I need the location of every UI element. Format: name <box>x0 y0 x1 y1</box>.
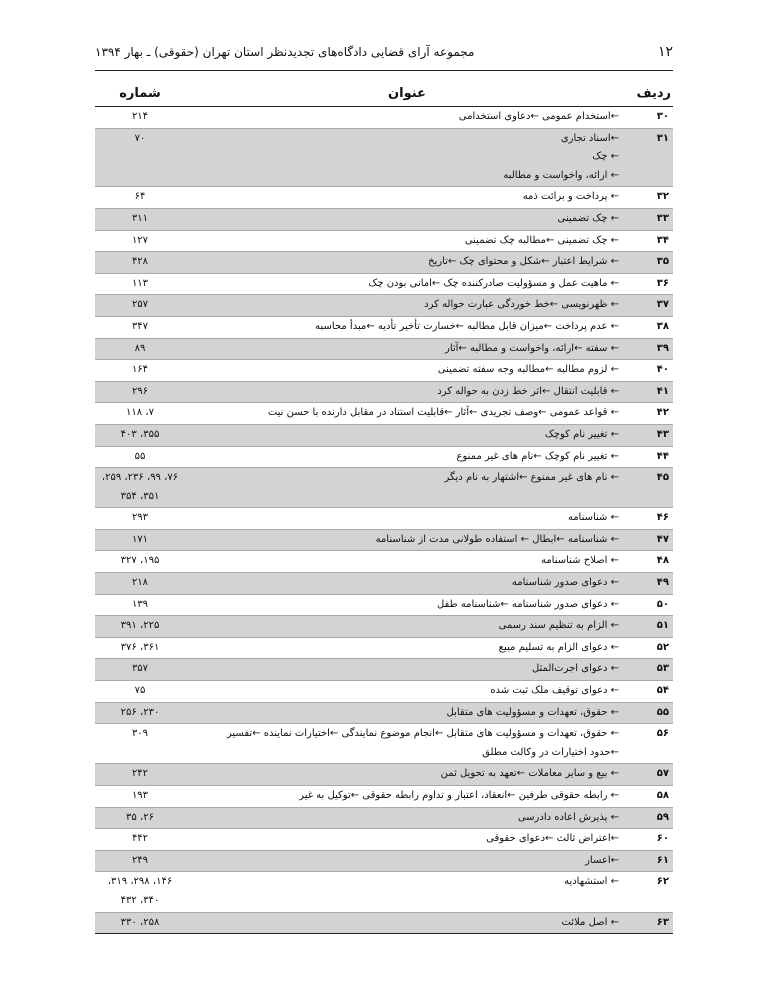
title-line: ←اسناد تجاری <box>560 132 619 144</box>
row-page-numbers <box>95 128 185 187</box>
row-title <box>185 912 629 934</box>
page-number-line: ۱۴۶، ۲۹۸، ۳۱۹، <box>107 876 173 888</box>
row-page-numbers <box>95 616 185 638</box>
page-number-line: ۳۴۰، ۴۳۲ <box>120 894 160 906</box>
row-page-numbers <box>95 338 185 360</box>
page-number-line: ۳۴۷ <box>131 320 149 332</box>
row-number: ۳۹ <box>629 338 673 360</box>
row-number: ۴۳ <box>629 424 673 446</box>
table-row <box>95 187 673 209</box>
page-number: ۱۲ <box>657 44 673 60</box>
title-line: ← تغییر نام کوچک <box>544 428 619 440</box>
row-page-numbers <box>95 273 185 295</box>
title-line: ← شناسنامه <box>567 512 619 524</box>
title-line: ← سفته ←ارائه، واخواست و مطالبه ←آثار <box>444 342 619 354</box>
row-number: ۳۸ <box>629 316 673 338</box>
page-number-line: ۲۳۰، ۲۵۶ <box>120 706 160 718</box>
title-line: ←استخدام عمومی ←دعاوی استخدامی <box>458 111 619 122</box>
table-row <box>95 659 673 681</box>
row-page-numbers <box>95 208 185 230</box>
page-number-line: ۲۱۴ <box>131 111 149 122</box>
title-line: ← اصلاح شناسنامه <box>540 555 619 567</box>
table-row <box>95 829 673 851</box>
title-line: ← دعوای صدور شناسنامه ←شناسنامه طفل <box>436 598 619 610</box>
table-row <box>95 446 673 468</box>
page-number-line: ۲۱۸ <box>131 577 149 589</box>
row-number: ۴۰ <box>629 360 673 382</box>
row-page-numbers <box>95 529 185 551</box>
page-number-line: ۵۵ <box>134 450 146 462</box>
table-row <box>95 807 673 829</box>
title-line: ← پرداخت و برائت ذمه <box>522 191 619 203</box>
row-title <box>185 508 629 530</box>
title-line: ← ظهرنویسی ←خط خوردگی عبارت حواله کرد <box>424 299 619 311</box>
title-line: ← چک تضمینی ←مطالبه چک تضمینی <box>464 234 619 246</box>
row-number: ۴۹ <box>629 573 673 595</box>
row-title <box>185 594 629 616</box>
row-page-numbers <box>95 316 185 338</box>
table-row <box>95 208 673 230</box>
row-page-numbers <box>95 681 185 703</box>
row-title <box>185 681 629 703</box>
row-number: ۴۶ <box>629 508 673 530</box>
row-number: ۳۷ <box>629 295 673 317</box>
title-line: ← لزوم مطالبه ←مطالبه وجه سفته تضمینی <box>437 364 619 376</box>
table-row <box>95 128 673 187</box>
page-number-line: ۶۴ <box>134 191 146 203</box>
column-header-row: ردیف <box>629 80 673 107</box>
page-number-line: ۷۶، ۹۹، ۲۳۶، ۲۵۹، <box>101 472 179 484</box>
row-number: ۵۶ <box>629 724 673 764</box>
page-number-line: ۳۱۱ <box>131 212 149 224</box>
page-header <box>95 44 673 68</box>
row-number: ۵۱ <box>629 616 673 638</box>
row-title <box>185 252 629 274</box>
row-number: ۶۳ <box>629 912 673 934</box>
row-page-numbers <box>95 187 185 209</box>
page-number-line: ۷۵ <box>134 685 146 697</box>
row-title <box>185 551 629 573</box>
row-title <box>185 107 629 129</box>
row-number: ۴۷ <box>629 529 673 551</box>
title-line: ← ارائه، واخواست و مطالبه <box>503 169 619 181</box>
table-row <box>95 230 673 252</box>
row-number: ۳۲ <box>629 187 673 209</box>
title-line: ← عدم پرداخت ←میزان قابل مطالبه ←خسارت تأخیر تأدیه ←مبدأ محاسبه <box>315 320 619 332</box>
title-line: ← نام های غیر ممنوع ←اشتهار به نام دیگر <box>444 472 619 484</box>
title-line: ←اعسار <box>585 854 619 866</box>
row-page-numbers <box>95 807 185 829</box>
row-number: ۴۸ <box>629 551 673 573</box>
table-row <box>95 107 673 129</box>
row-title <box>185 403 629 425</box>
table-row <box>95 616 673 638</box>
row-title <box>185 637 629 659</box>
row-title <box>185 360 629 382</box>
title-line: ← استشهادیه <box>564 876 619 888</box>
row-page-numbers <box>95 829 185 851</box>
row-number: ۳۵ <box>629 252 673 274</box>
row-page-numbers <box>95 508 185 530</box>
page-number-line: ۷۰ <box>134 132 146 144</box>
page-number-line: ۲۵۸، ۳۳۰ <box>120 916 160 928</box>
page-number-line: ۳۵۷ <box>131 663 149 675</box>
page-number-line: ۲۵۷ <box>131 299 149 311</box>
row-number: ۳۱ <box>629 128 673 187</box>
row-page-numbers <box>95 764 185 786</box>
title-line: ← چک <box>592 151 619 163</box>
title-line: ← پذیرش اعاده دادرسی <box>517 811 619 823</box>
title-line: ← دعوای اجرت‌المثل <box>531 663 619 675</box>
title-line: ←حدود اختیارات در وکالت مطلق <box>482 746 619 758</box>
table-row <box>95 912 673 934</box>
row-title <box>185 316 629 338</box>
table-row <box>95 338 673 360</box>
page-number-line: ۲۴۲ <box>131 768 149 780</box>
table-row <box>95 403 673 425</box>
table-row <box>95 764 673 786</box>
title-line: ← شناسنامه ←ابطال ← استفاده طولانی مدت از شناسنامه <box>375 533 619 545</box>
row-page-numbers <box>95 659 185 681</box>
row-title <box>185 468 629 508</box>
table-row <box>95 252 673 274</box>
table-row <box>95 786 673 808</box>
row-title <box>185 872 629 912</box>
table-row <box>95 850 673 872</box>
row-number: ۶۲ <box>629 872 673 912</box>
page-number-line: ۴۴۲ <box>131 833 149 845</box>
page-number-line: ۲۶، ۳۵ <box>126 811 154 823</box>
table-row <box>95 551 673 573</box>
page-number-line: ۴۲۸ <box>131 256 149 268</box>
title-line: ← قابلیت انتقال ←اثر خط زدن به حواله کرد <box>437 385 619 397</box>
page-number-line: ۱۶۴ <box>131 364 149 376</box>
row-number: ۴۴ <box>629 446 673 468</box>
table-row <box>95 681 673 703</box>
row-page-numbers <box>95 295 185 317</box>
row-page-numbers <box>95 786 185 808</box>
row-number: ۵۷ <box>629 764 673 786</box>
row-number: ۵۳ <box>629 659 673 681</box>
table-row <box>95 872 673 912</box>
row-page-numbers <box>95 424 185 446</box>
table-row <box>95 573 673 595</box>
row-page-numbers <box>95 594 185 616</box>
page-number-line: ۳۵۵، ۴۰۳ <box>120 428 160 440</box>
page-number-line: ۱۷۱ <box>131 533 149 545</box>
row-title <box>185 616 629 638</box>
row-title <box>185 381 629 403</box>
row-number: ۴۵ <box>629 468 673 508</box>
row-title <box>185 573 629 595</box>
page-number-line: ۲۹۶ <box>131 385 149 397</box>
row-page-numbers <box>95 872 185 912</box>
row-title <box>185 208 629 230</box>
row-page-numbers <box>95 252 185 274</box>
row-number: ۵۹ <box>629 807 673 829</box>
row-number: ۳۴ <box>629 230 673 252</box>
row-number: ۶۰ <box>629 829 673 851</box>
row-page-numbers <box>95 850 185 872</box>
row-page-numbers <box>95 107 185 129</box>
table-row <box>95 273 673 295</box>
title-line: ← الزام به تنظیم سند رسمی <box>498 620 619 632</box>
title-line: ← دعوای توقیف ملک ثبت شده <box>490 685 619 697</box>
index-table <box>95 80 673 934</box>
row-page-numbers <box>95 381 185 403</box>
row-title <box>185 659 629 681</box>
column-header-page: شماره <box>95 80 185 107</box>
row-title <box>185 128 629 187</box>
title-line: ← بیع و سایر معاملات ←تعهد به تحویل ثمن <box>440 768 619 780</box>
page-number-line: ۲۹۳ <box>131 512 149 524</box>
table-row <box>95 508 673 530</box>
row-title <box>185 187 629 209</box>
title-line: ← قواعد عمومی ←وصف تجریدی ←آثار ←قابلیت استناد در مقابل دارنده با حسن نیت <box>267 407 619 419</box>
page-number-line: ۳۵۱، ۳۵۴ <box>120 490 160 502</box>
page-number-line: ۲۴۹ <box>131 854 149 866</box>
title-line: ← دعوای صدور شناسنامه <box>511 577 619 589</box>
row-number: ۳۰ <box>629 107 673 129</box>
row-page-numbers <box>95 637 185 659</box>
row-title <box>185 702 629 724</box>
title-line: ← ماهیت عمل و مسؤولیت صادرکننده چک ←امانی بودن چک <box>368 277 619 289</box>
table-row <box>95 594 673 616</box>
title-line: ← رابطه حقوقی طرفین ←انعقاد، اعتبار و تداوم رابطه حقوقی ←توکیل به غیر <box>299 790 619 801</box>
row-page-numbers <box>95 468 185 508</box>
page-number-line: ۷، ۱۱۸ <box>126 407 154 419</box>
table-row <box>95 702 673 724</box>
table-row <box>95 295 673 317</box>
row-title <box>185 764 629 786</box>
page-number-line: ۱۹۵، ۳۲۷ <box>120 555 160 567</box>
page-number-line: ۱۲۷ <box>131 234 149 246</box>
row-number: ۳۳ <box>629 208 673 230</box>
row-title <box>185 230 629 252</box>
table-header-row <box>95 80 673 107</box>
title-line: ← حقوق، تعهدات و مسؤولیت های متقابل <box>446 706 619 718</box>
table-row <box>95 468 673 508</box>
table-row <box>95 637 673 659</box>
row-number: ۴۱ <box>629 381 673 403</box>
table-row <box>95 381 673 403</box>
row-number: ۵۲ <box>629 637 673 659</box>
page-number-line: ۳۰۹ <box>131 728 149 740</box>
row-number: ۵۰ <box>629 594 673 616</box>
row-page-numbers <box>95 724 185 764</box>
page-number-line: ۲۲۵، ۳۹۱ <box>120 620 160 632</box>
row-page-numbers <box>95 446 185 468</box>
row-page-numbers <box>95 702 185 724</box>
row-title <box>185 724 629 764</box>
row-number: ۶۱ <box>629 850 673 872</box>
table-row <box>95 724 673 764</box>
row-number: ۵۴ <box>629 681 673 703</box>
column-header-title: عنوان <box>185 80 629 107</box>
table-row <box>95 360 673 382</box>
title-line: ← اصل ملائت <box>561 916 619 928</box>
row-title <box>185 786 629 808</box>
title-line: ← دعوای الزام به تسلیم مبیع <box>498 641 619 653</box>
row-title <box>185 850 629 872</box>
row-page-numbers <box>95 230 185 252</box>
table-row <box>95 316 673 338</box>
page-number-line: ۳۶۱، ۳۷۶ <box>120 641 160 653</box>
title-line: ←اعتراض ثالث ←دعوای حقوقی <box>486 833 619 845</box>
title-line: ← حقوق، تعهدات و مسؤولیت های متقابل ←انجام موضوع نمایندگی ←اختیارات نماینده ←تفسیر <box>226 728 619 740</box>
title-line: ← شرایط اعتبار ←شکل و محتوای چک ←تاریخ <box>428 256 619 268</box>
row-number: ۴۲ <box>629 403 673 425</box>
header-divider <box>95 70 673 71</box>
row-title <box>185 338 629 360</box>
page-number-line: ۱۱۳ <box>131 277 149 289</box>
table-row <box>95 529 673 551</box>
page-number-line: ۸۹ <box>134 342 146 354</box>
row-number: ۵۵ <box>629 702 673 724</box>
row-title <box>185 829 629 851</box>
row-title <box>185 529 629 551</box>
table-row <box>95 424 673 446</box>
row-page-numbers <box>95 912 185 934</box>
row-page-numbers <box>95 573 185 595</box>
title-line: ← تغییر نام کوچک ←نام های غیر ممنوع <box>456 450 619 462</box>
page-number-line: ۱۹۳ <box>131 790 149 801</box>
row-title <box>185 273 629 295</box>
row-page-numbers <box>95 551 185 573</box>
row-number: ۵۸ <box>629 786 673 808</box>
row-number: ۳۶ <box>629 273 673 295</box>
page-number-line: ۱۳۹ <box>131 598 149 610</box>
row-title <box>185 295 629 317</box>
title-line: ← چک تضمینی <box>557 212 619 224</box>
row-title <box>185 424 629 446</box>
book-title: مجموعه آرای قضایی دادگاه‌های تجدیدنظر استان تهران (حقوقی) ـ بهار ۱۳۹۴ <box>95 45 475 59</box>
row-title <box>185 807 629 829</box>
row-page-numbers <box>95 403 185 425</box>
row-page-numbers <box>95 360 185 382</box>
row-title <box>185 446 629 468</box>
